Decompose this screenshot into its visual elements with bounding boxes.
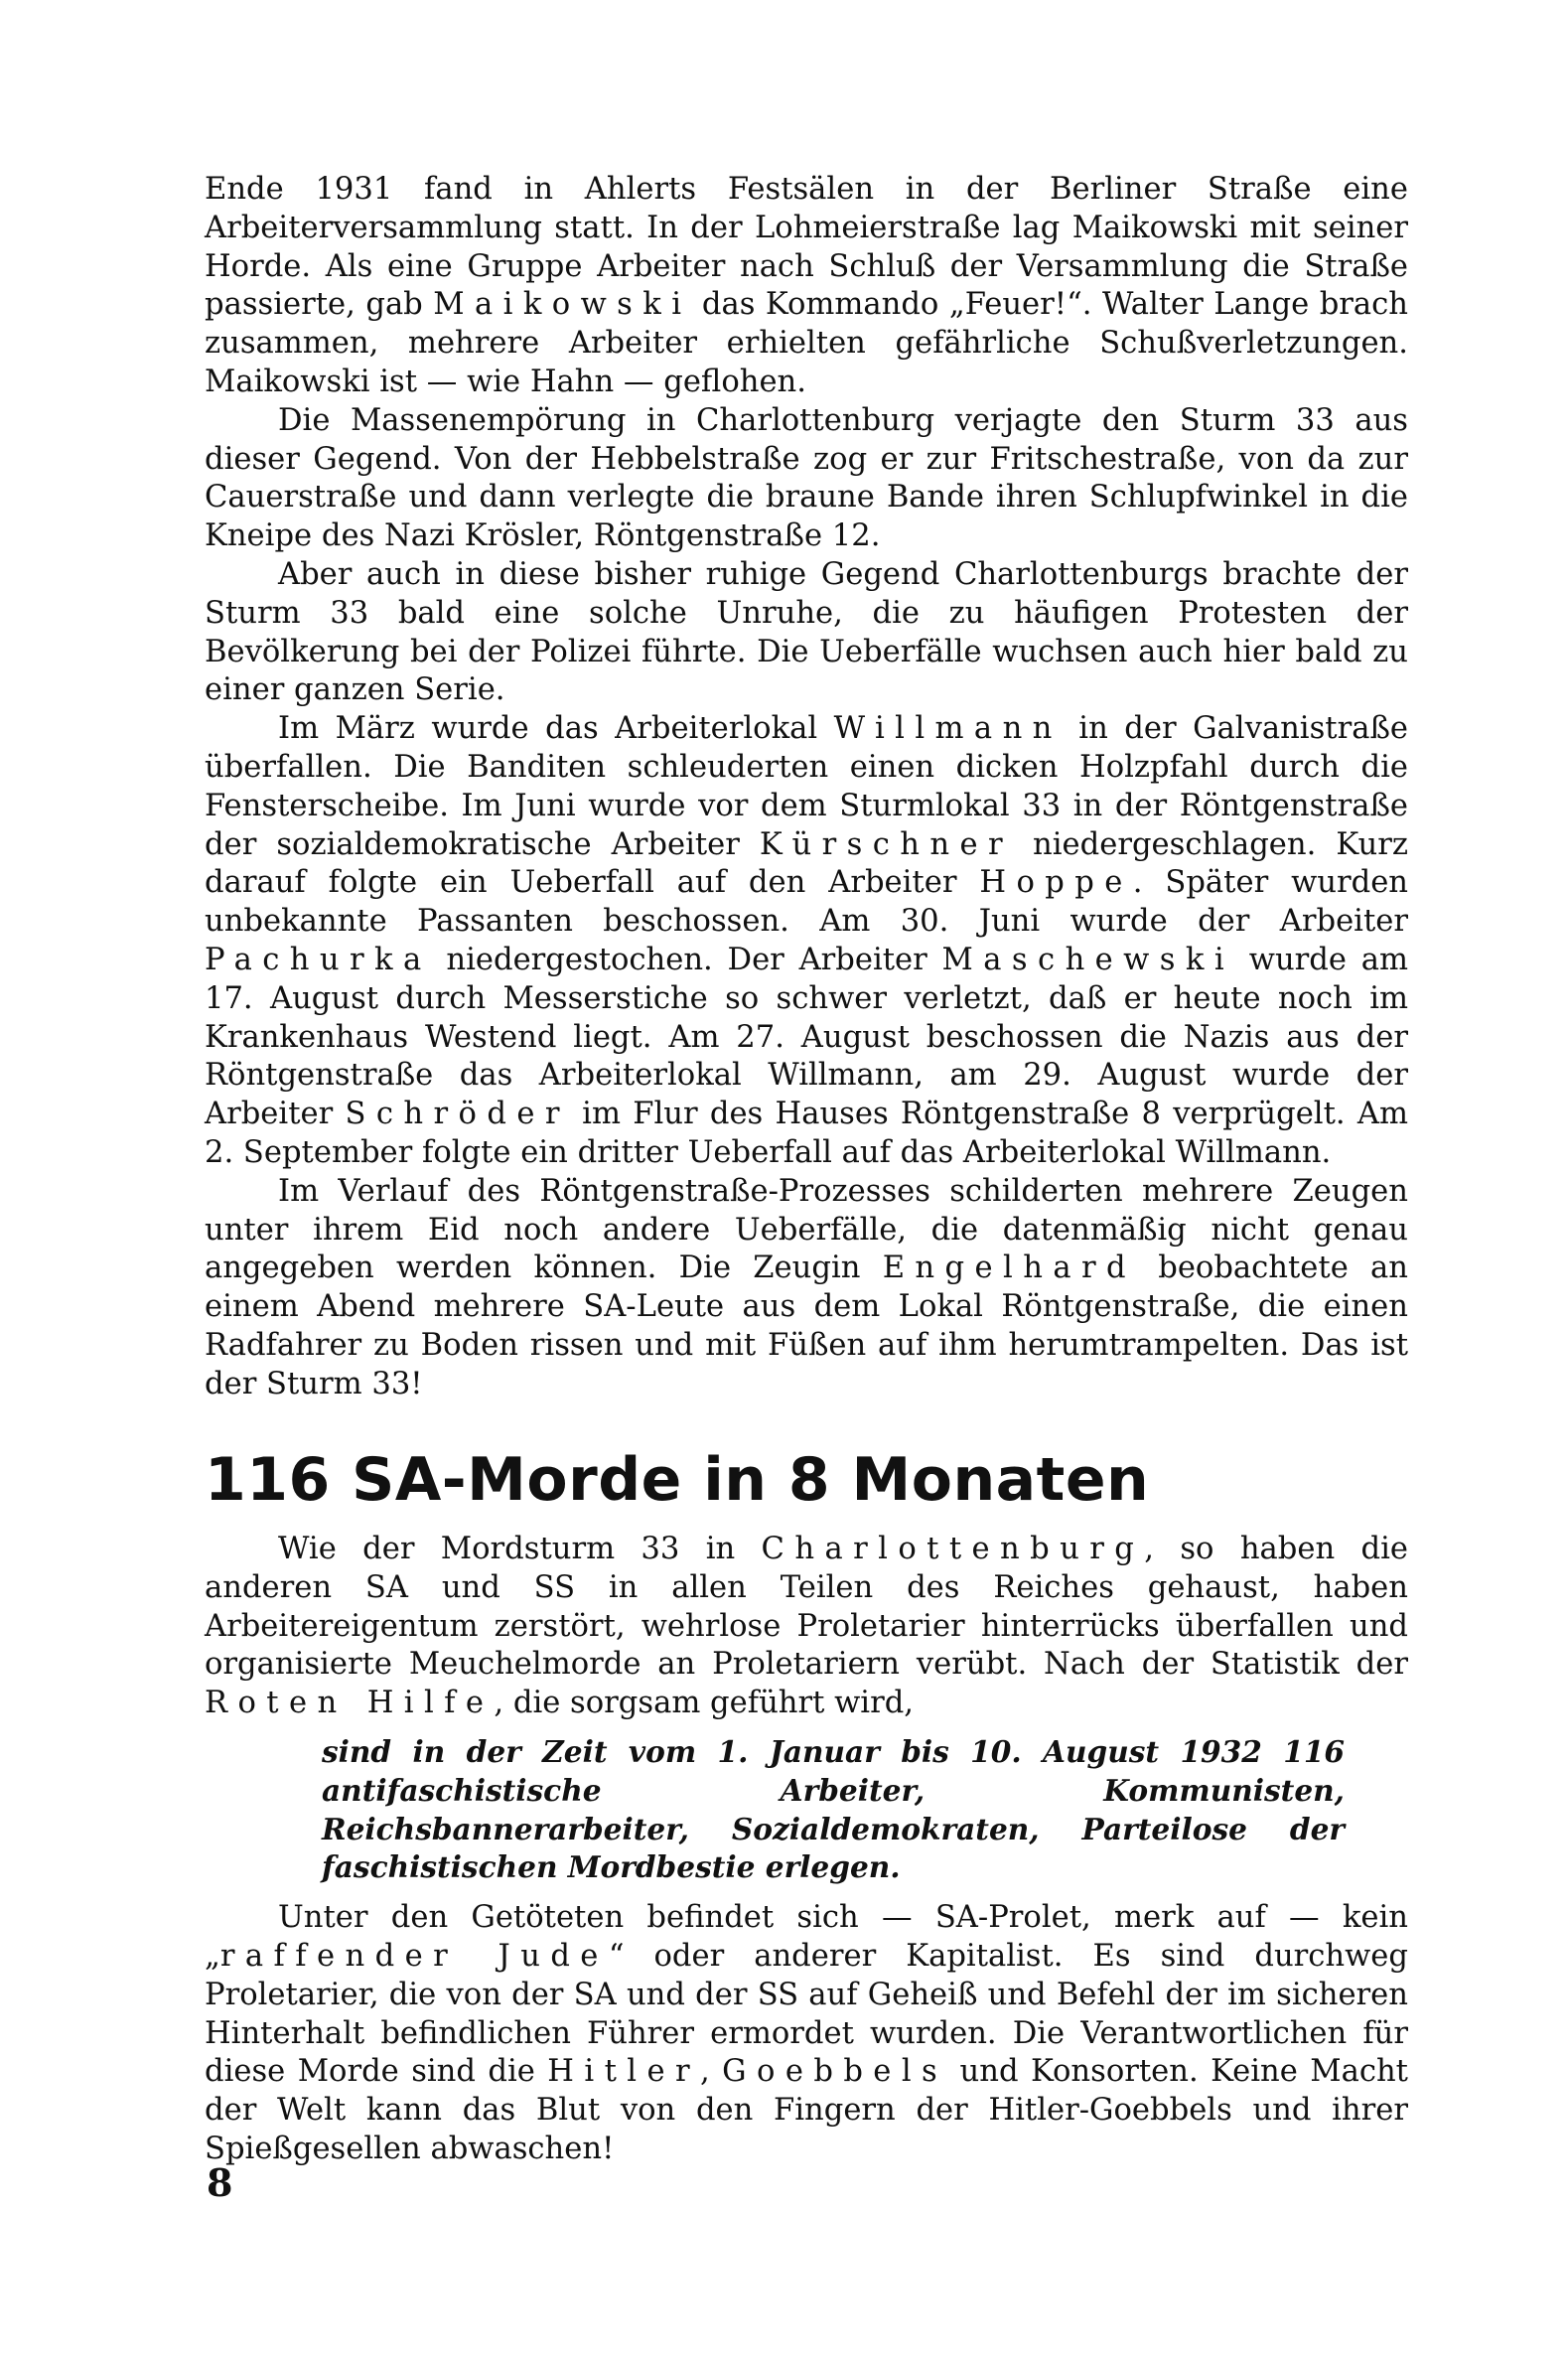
paragraph-7: [205, 1899, 1408, 2169]
text-fragment: . Später wurden unbekannte Passanten beschossen. Am 30. Juni wurde der Arbeiter: [205, 865, 1409, 940]
paragraph-6: [205, 1531, 1408, 1723]
spaced-name: Roten Hilfe: [205, 1686, 495, 1721]
text-fragment: und Konsorten. Keine Macht der Welt kann das Blut von den Fingern der Hitler-Goebbels und ihrer Spießgesellen abwaschen!: [205, 2054, 1408, 2166]
spaced-name: Maschewski: [941, 942, 1235, 977]
text-fragment: Ende 1931 fand in Ahlerts Festsälen in der Berliner Straße eine Arbeiterversammlung statt. In der Lohmeierstraße lag Maikowski mit seiner Horde. Als eine Gruppe Arbeiter nach Schluß der Versammlung die Straße passierte, gab: [205, 172, 1408, 323]
spaced-name: Engelhard: [882, 1251, 1136, 1286]
paragraph-2: Die Massenempörung in Charlottenburg verjagte den Sturm 33 aus dieser Gegend. Von der Hebbelstraße zog er zur Fritschestraße, von da zur Cauerstraße und dann verlegte die braune Bande ihren Schlupfwinkel in die Kneipe des Nazi Krösler, Röntgenstraße 12.: [205, 402, 1408, 554]
spaced-name: Willmann: [833, 711, 1063, 747]
paragraph-1: [205, 171, 1408, 402]
paragraph-5: [205, 1173, 1408, 1404]
spaced-name: Schröder: [345, 1097, 570, 1132]
text-fragment: Im Verlauf des Röntgenstraße-Prozesses schilderten mehrere Zeugen unter ihrem Eid noch andere Ueberfälle, die datenmäßig nicht genau angegeben werden können. Die Zeugin: [205, 1173, 1408, 1286]
page-number: 8: [207, 2160, 233, 2205]
text-fragment: Wie der Mordsturm 33 in: [278, 1532, 762, 1566]
text-fragment: ,: [700, 2054, 723, 2090]
text-fragment: beobachtete an einem Abend mehrere SA-Leute aus dem Lokal Röntgenstraße, die einen Radfahrer zu Boden rissen und mit Füßen auf ihm herumtrampelten. Das ist der Sturm 33!: [205, 1251, 1408, 1401]
spaced-name: Charlottenburg: [761, 1532, 1145, 1566]
section-heading-wrap: [205, 1445, 1149, 1515]
section-1: [205, 171, 1408, 1404]
text-fragment: im Flur des Hauses Röntgenstraße 8 verprügelt. Am 2. September folgte ein dritter Ueberfall auf das Arbeiterlokal Willmann.: [205, 1097, 1408, 1170]
text-fragment: niedergestochen. Der Arbeiter: [431, 942, 942, 977]
spaced-name: Kürschner: [759, 826, 1014, 862]
text-fragment: in der Galvanistraße überfallen. Die Banditen schleuderten einen dicken Holzpfahl durch die Fensterscheibe. Im Juni wurde vor dem Sturmlokal 33 in der Röntgenstraße der sozialdemokratische Arbeiter: [205, 711, 1408, 862]
text-fragment: , so haben die anderen SA und SS in allen Teilen des Reiches gehaust, haben Arbeitereigentum zerstört, wehrlose Proletarier hinterrücks überfallen und organisierte Meuchelmorde an Proletariern verübt. Nach der Statistik der: [205, 1532, 1408, 1683]
text-fragment: Unter den Getöteten befindet sich — SA-Prolet, merk auf — kein „: [205, 1900, 1408, 1974]
spaced-name: raffender Jude: [219, 1938, 609, 1974]
text-fragment: Im März wurde das Arbeiterlokal: [278, 711, 834, 747]
text-fragment: niedergeschlagen. Kurz darauf folgte ein Ueberfall auf den Arbeiter: [205, 826, 1408, 901]
text-fragment: das Kommando „Feuer!“. Walter Lange brach zusammen, mehrere Arbeiter erhielten gefährliche Schußverletzungen. Maikowski ist — wie Hahn — geflohen.: [205, 287, 1408, 399]
text-fragment: “ oder anderer Kapitalist. Es sind durchweg Proletarier, die von der SA und der SS auf Geheiß und Befehl der im sicheren Hinterhalt befindlichen Führer ermordet wurden. Die Verantwortlichen für diese Morde sind die: [205, 1938, 1408, 2090]
paragraph-4: [205, 710, 1408, 1173]
section-2: [205, 1531, 1408, 2169]
spaced-name: Maikowski: [433, 287, 692, 323]
paragraph-3: Aber auch in diese bisher ruhige Gegend Charlottenburgs brachte der Sturm 33 bald eine solche Unruhe, die zu häufigen Protesten der Bevölkerung bei der Polizei führte. Die Ueberfälle wuchsen auch hier bald zu einer ganzen Serie.: [205, 556, 1408, 708]
spaced-name: Pachurka: [205, 942, 432, 977]
text-fragment: wurde am 17. August durch Messerstiche so schwer verletzt, daß er heute noch im Krankenhaus Westend liegt. Am 27. August beschossen die Nazis aus der Röntgenstraße das Arbeiterlokal Willmann, am 29. August wurde der Arbeiter: [205, 942, 1408, 1132]
spaced-name: Hitler: [547, 2054, 700, 2090]
highlighted-quote: sind in der Zeit vom 1. Januar bis 10. August 1932 116 antifaschistische Arbeiter, Kommunisten, Reichsbannerarbeiter, Sozialdemokraten, Parteilose der faschistischen Mordbestie erlegen.: [322, 1733, 1345, 1885]
spaced-name: Hoppe: [979, 865, 1133, 901]
section-heading: 116 SA-Morde in 8 Monaten: [205, 1445, 1150, 1515]
text-fragment: , die sorgsam geführt wird,: [494, 1686, 915, 1721]
spaced-name: Goebbels: [722, 2054, 948, 2090]
